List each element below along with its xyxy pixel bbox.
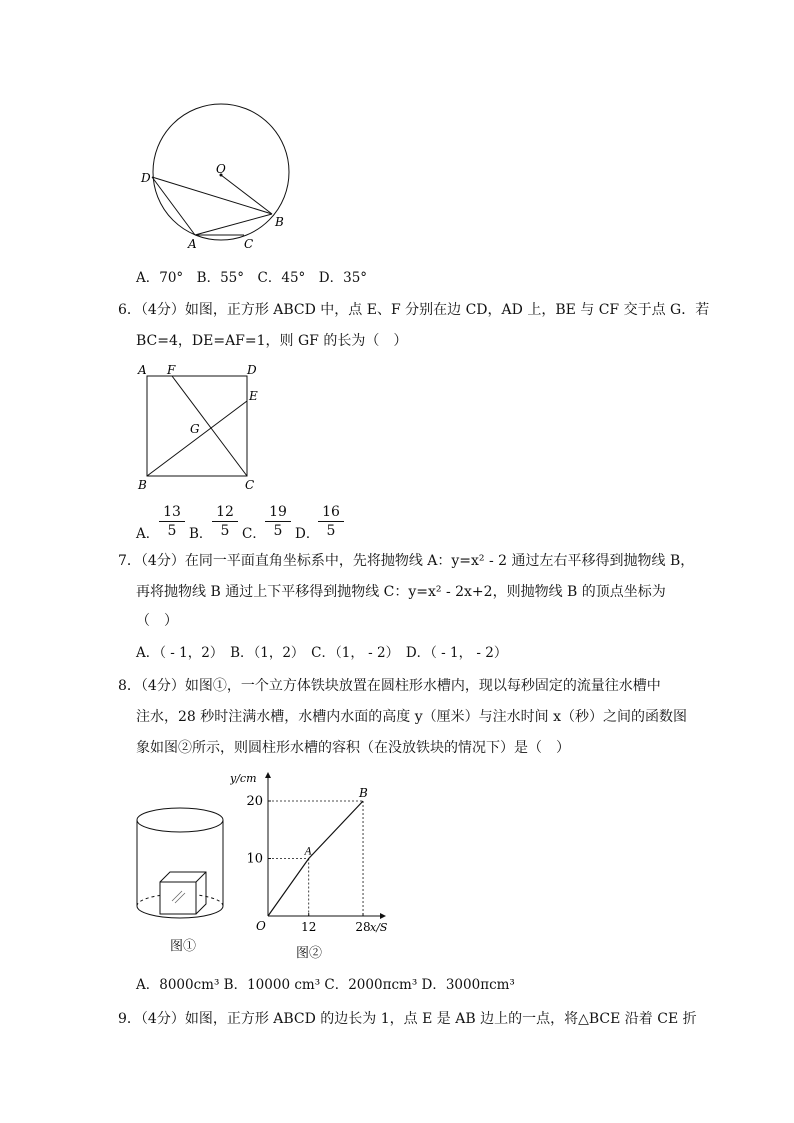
cylinder-figure (130, 800, 240, 930)
q6-option-c-letter: C． (242, 526, 266, 542)
point-label-A: A (304, 846, 312, 858)
line-chart (230, 770, 400, 940)
label-D: D (247, 363, 257, 377)
label-C: C (244, 237, 254, 251)
label-A: A (138, 363, 147, 377)
q7-stem-line2: 再将抛物线 B 通过上下平移得到抛物线 C：y=x² - 2x+2，则抛物线 B 的顶点坐标为 (136, 584, 666, 600)
label-F: F (167, 363, 176, 377)
q8-stem-line3: 象如图②所示，则圆柱形水槽的容积（在没放铁块的情况下）是（ ） (136, 740, 570, 756)
q6-option-a-fraction: $\frac{13}{5}$ (159, 503, 185, 540)
q6-option-d-fraction: $\frac{16}{5}$ (318, 503, 344, 540)
q6-option-d-letter: D． (295, 526, 320, 542)
q9-stem-line1: 9．（4分）如图，正方形 ABCD 的边长为 1，点 E 是 AB 边上的一点，将△BCE 沿着 CE 折 (118, 1011, 697, 1027)
label-B: B (138, 478, 147, 492)
x-tick-label-28: 28 (355, 920, 371, 934)
label-A: A (188, 237, 197, 251)
q6-option-b-letter: B． (189, 526, 213, 542)
label-C: C (245, 478, 255, 492)
point-label-B: B (359, 786, 368, 800)
q7-options: A．（ - 1，2） B．（1，2） C．（1， - 2） D．（ - 1， - 2） (136, 645, 508, 661)
q6-stem-line2: BC=4，DE=AF=1，则 GF 的长为（ ） (136, 333, 408, 349)
q6-option-a-letter: A． (136, 526, 160, 542)
fig2-caption: 图② (296, 946, 323, 961)
q6-square-figure (132, 360, 267, 495)
label-B: B (275, 215, 284, 229)
q5-options: A．70° B．55° C．45° D．35° (136, 270, 368, 286)
q7-stem-line3: （ ） (136, 613, 178, 629)
q7-stem-line1: 7．（4分）在同一平面直角坐标系中，先将抛物线 A：y=x² - 2 通过左右平移得到抛物线 B， (118, 553, 695, 569)
y-tick-label-20: 20 (246, 794, 263, 809)
label-O: O (216, 162, 226, 176)
q8-stem-line2: 注水，28 秒时注满水槽，水槽内水面的高度 y（厘米）与注水时间 x（秒）之间的函数图 (136, 709, 687, 725)
x-tick-label-12: 12 (301, 920, 317, 934)
q6-option-b-fraction: $\frac{12}{5}$ (212, 503, 238, 540)
origin-label: O (256, 919, 266, 933)
label-G: G (190, 422, 200, 436)
x-axis-arrow (380, 913, 386, 919)
q6-option-c-fraction: $\frac{19}{5}$ (265, 503, 291, 540)
label-D: D (141, 171, 151, 185)
x-axis-label: x/S (370, 921, 388, 934)
fig1-caption: 图① (170, 939, 197, 954)
q5-circle-figure (135, 95, 305, 260)
series-line (268, 801, 363, 916)
q6-stem-line1: 6．（4分）如图，正方形 ABCD 中，点 E、F 分别在边 CD，AD 上，BE 与 CF 交于点 G．若 (118, 302, 710, 318)
q8-stem-line1: 8．（4分）如图①，一个立方体铁块放置在圆柱形水槽内，现以每秒固定的流量往水槽中 (118, 678, 661, 694)
y-axis-arrow (265, 772, 271, 778)
y-tick-label-10: 10 (246, 851, 263, 867)
q8-options: A．8000cm³ B．10000 cm³ C．2000πcm³ D．3000πcm³ (136, 977, 515, 993)
y-axis-label: y/cm (230, 772, 257, 785)
label-E: E (249, 389, 258, 403)
